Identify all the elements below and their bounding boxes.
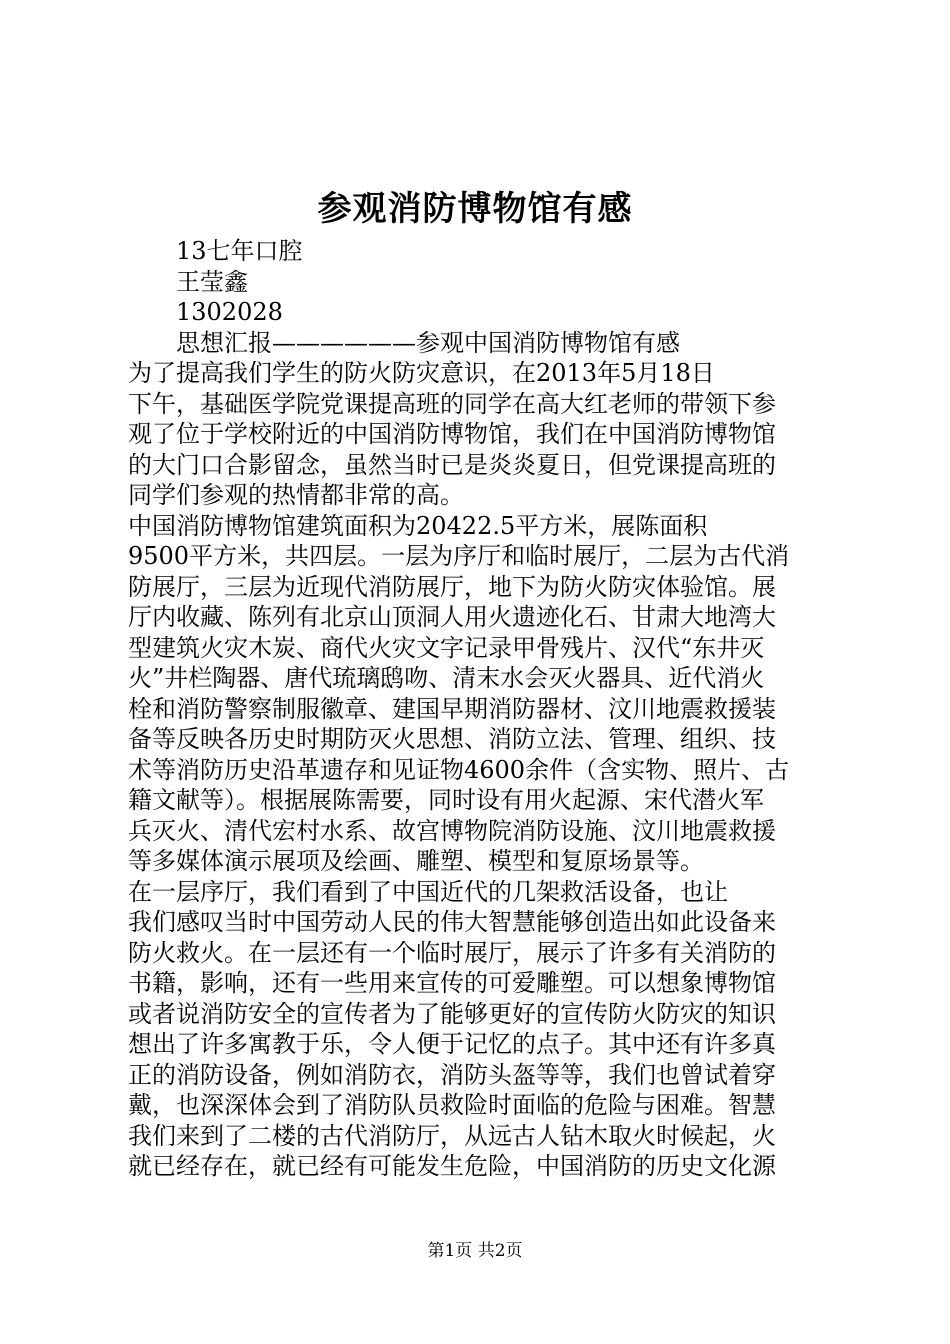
class-line: 13七年口腔 [176, 237, 303, 265]
text-line: 我们感叹当时中国劳动人民的伟大智慧能够创造出如此设备来 [128, 908, 776, 936]
text-line: 防火救火。在一层还有一个临时展厅，展示了许多有关消防的 [128, 938, 776, 967]
paragraph-2 [128, 511, 832, 877]
text-line: 戴，也深深体会到了消防队员救险时面临的危险与困难。智慧 [128, 1091, 776, 1119]
author-name: 王莹鑫 [176, 267, 248, 296]
student-id: 1302028 [176, 298, 283, 326]
text-line: 栓和消防警察制服徽章、建国早期消防器材、汶川地震救援装 [128, 694, 776, 723]
text-line: 防展厅，三层为近现代消防展厅，地下为防火防灾体验馆。展 [128, 572, 776, 601]
text-line: 正的消防设备，例如消防衣，消防头盔等等，我们也曾试着穿 [128, 1060, 776, 1089]
text-line: 或者说消防安全的宣传者为了能够更好的宣传防火防灾的知识 [128, 999, 776, 1028]
paragraph-3 [128, 877, 832, 1182]
text-line: 厅内收藏、陈列有北京山顶洞人用火遗迹化石、甘肃大地湾大 [128, 603, 776, 631]
text-line: 为了提高我们学生的防火防灾意识，在2013年5月18日 [128, 359, 715, 387]
document-subtitle: 思想汇报——————参观中国消防博物馆有感 [176, 328, 680, 357]
text-line: 籍文献等）。根据展陈需要，同时设有用火起源、宋代潜火军 [128, 786, 764, 814]
text-line: 我们来到了二楼的古代消防厅，从远古人钻木取火时候起，火 [128, 1121, 776, 1150]
text-line: 书籍，影响，还有一些用来宣传的可爱雕塑。可以想象博物馆 [128, 969, 776, 997]
text-line: 就已经存在，就已经有可能发生危险，中国消防的历史文化源 [128, 1152, 776, 1180]
text-line: 备等反映各历史时期防灭火思想、消防立法、管理、组织、技 [128, 725, 776, 753]
text-line: 想出了许多寓教于乐，令人便于记忆的点子。其中还有许多真 [128, 1030, 776, 1058]
text-line: 型建筑火灾木炭、商代火灾文字记录甲骨残片、汉代“东井灭 [128, 633, 765, 662]
text-line: 中国消防博物馆建筑面积为20422.5平方米，展陈面积 [128, 511, 708, 540]
text-line: 兵灭火、清代宏村水系、故宫博物院消防设施、汶川地震救援 [128, 816, 776, 845]
text-line: 术等消防历史沿革遗存和见证物4600余件（含实物、照片、古 [128, 755, 790, 784]
paragraph-1 [128, 358, 832, 511]
page-number-footer: 第1页 共2页 [427, 1241, 523, 1261]
text-line: 同学们参观的热情都非常的高。 [128, 481, 464, 509]
text-line: 9500平方米，共四层。一层为序厅和临时展厅，二层为古代消 [128, 542, 790, 570]
document-title: 参观消防博物馆有感 [317, 189, 633, 229]
text-line: 火”井栏陶器、唐代琉璃鸱吻、清末水会灭火器具、近代消火 [128, 664, 765, 692]
text-line: 在一层序厅，我们看到了中国近代的几架救活设备，也让 [128, 877, 728, 906]
text-line: 观了位于学校附近的中国消防博物馆，我们在中国消防博物馆 [128, 420, 776, 448]
text-line: 下午，基础医学院党课提高班的同学在高大红老师的带领下参 [128, 389, 776, 418]
document-body [128, 236, 832, 1182]
text-line: 的大门口合影留念，虽然当时已是炎炎夏日，但党课提高班的 [128, 450, 776, 479]
text-line: 等多媒体演示展项及绘画、雕塑、模型和复原场景等。 [128, 847, 704, 875]
